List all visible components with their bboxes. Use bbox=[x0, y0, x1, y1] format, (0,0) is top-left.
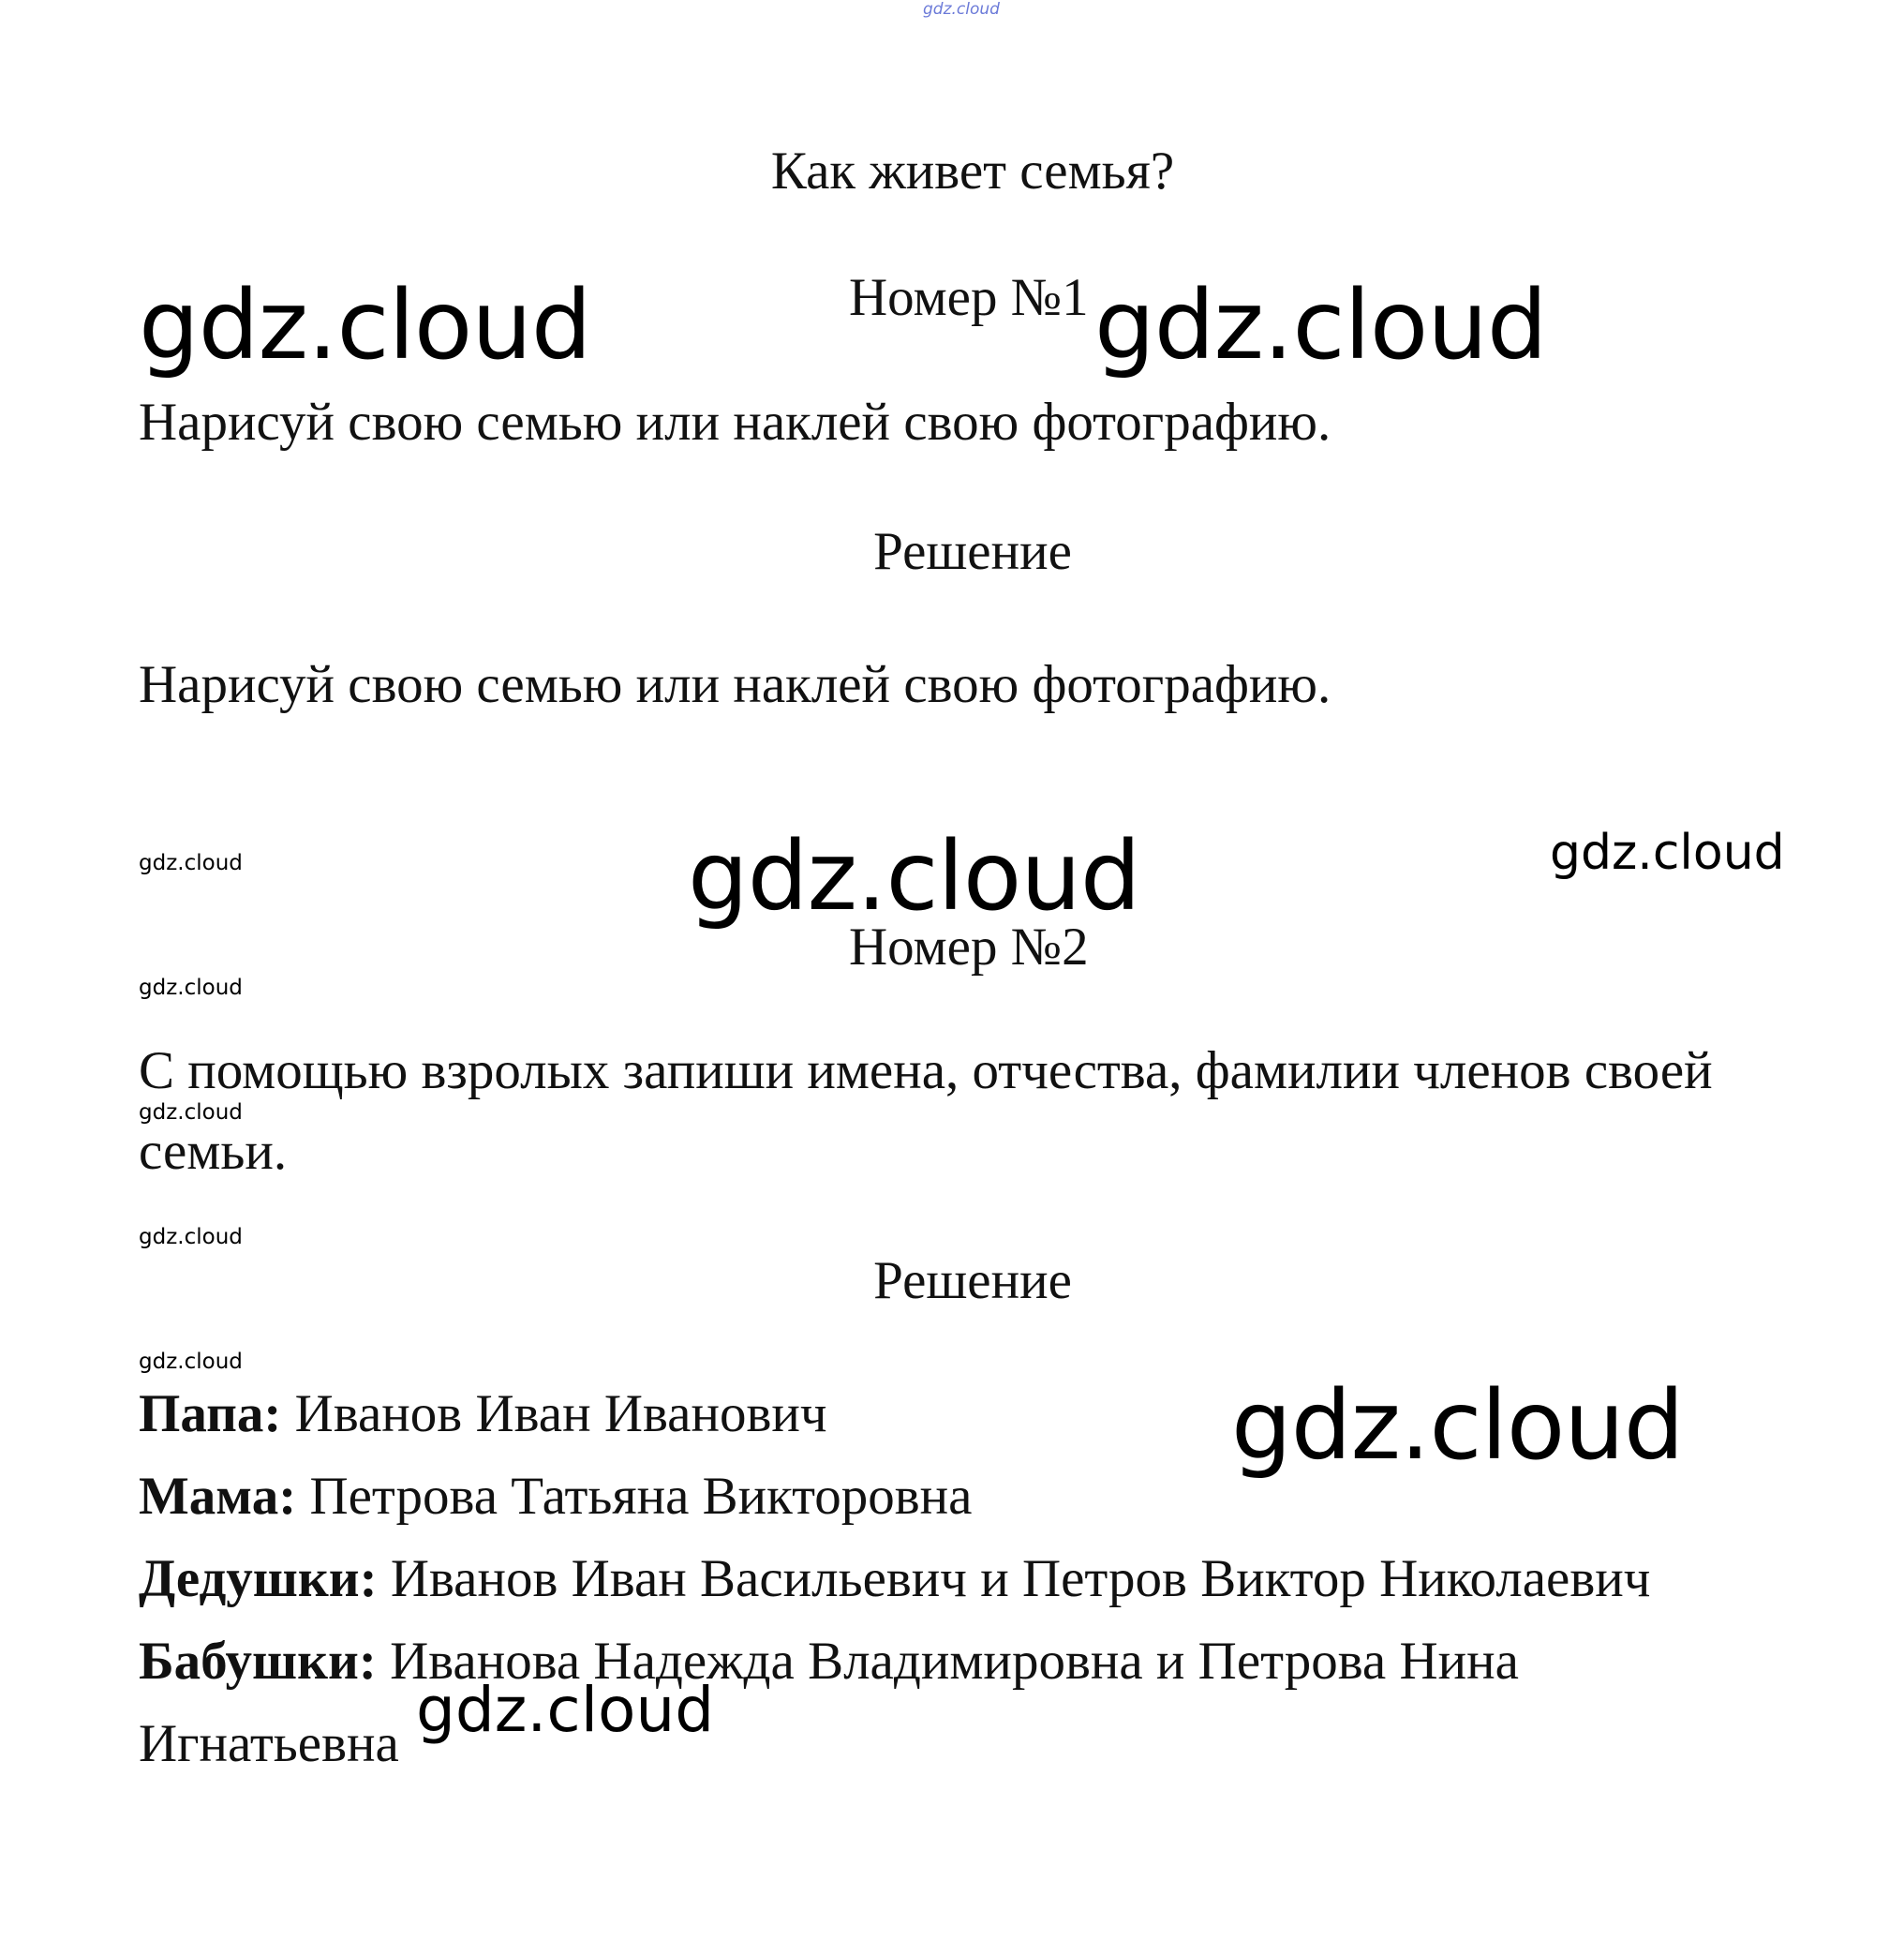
family-row-grandfathers bbox=[139, 1548, 1650, 1609]
family-name: Петрова Татьяна Викторовна bbox=[296, 1467, 973, 1526]
watermark-big: gdz.cloud bbox=[688, 821, 1140, 933]
family-name: Иванов Иван Васильевич и Петров Виктор Николаевич bbox=[377, 1549, 1651, 1608]
family-role: Бабушки: bbox=[139, 1632, 377, 1691]
watermark-big: gdz.cloud bbox=[1231, 1370, 1684, 1482]
task-2-number: Номер №2 bbox=[849, 918, 1089, 977]
family-name: Иванов Иван Иванович bbox=[281, 1384, 827, 1443]
family-row-papa bbox=[139, 1383, 827, 1444]
family-row-grandmothers bbox=[139, 1631, 1519, 1692]
family-role: Дедушки: bbox=[139, 1549, 378, 1608]
family-row-continuation: Игнатьевна bbox=[139, 1714, 399, 1773]
family-name: Иванова Надежда Владимировна и Петрова Нина bbox=[376, 1632, 1519, 1691]
task-2-question-line2: семьи. bbox=[139, 1122, 288, 1181]
watermark-medium: gdz.cloud bbox=[416, 1674, 715, 1746]
watermark-small: gdz.cloud bbox=[139, 1350, 243, 1374]
family-role: Папа: bbox=[139, 1384, 282, 1443]
task-2-question-line1: С помощью взролых запиши имена, отчества, фамилии членов своей bbox=[139, 1041, 1713, 1100]
page-title: Как живет семья? bbox=[770, 142, 1175, 201]
task-1-solution-heading: Решение bbox=[873, 522, 1072, 581]
task-1-question: Нарисуй свою семью или наклей свою фотографию. bbox=[139, 393, 1331, 452]
task-2-solution-heading: Решение bbox=[873, 1251, 1072, 1310]
watermark-big: gdz.cloud bbox=[139, 270, 591, 381]
family-role: Мама: bbox=[139, 1467, 297, 1526]
watermark-small: gdz.cloud bbox=[139, 851, 243, 875]
watermark-small: gdz.cloud bbox=[139, 1100, 243, 1125]
watermark-medium: gdz.cloud bbox=[1550, 825, 1785, 881]
watermark-small: gdz.cloud bbox=[139, 1225, 243, 1249]
watermark-big: gdz.cloud bbox=[1094, 270, 1547, 381]
task-1-number: Номер №1 bbox=[849, 268, 1089, 327]
watermark-small: gdz.cloud bbox=[139, 976, 243, 1000]
task-1-solution-text: Нарисуй свою семью или наклей свою фотографию. bbox=[139, 655, 1331, 714]
watermark-top: gdz.cloud bbox=[923, 0, 1000, 19]
family-row-mama bbox=[139, 1466, 973, 1527]
